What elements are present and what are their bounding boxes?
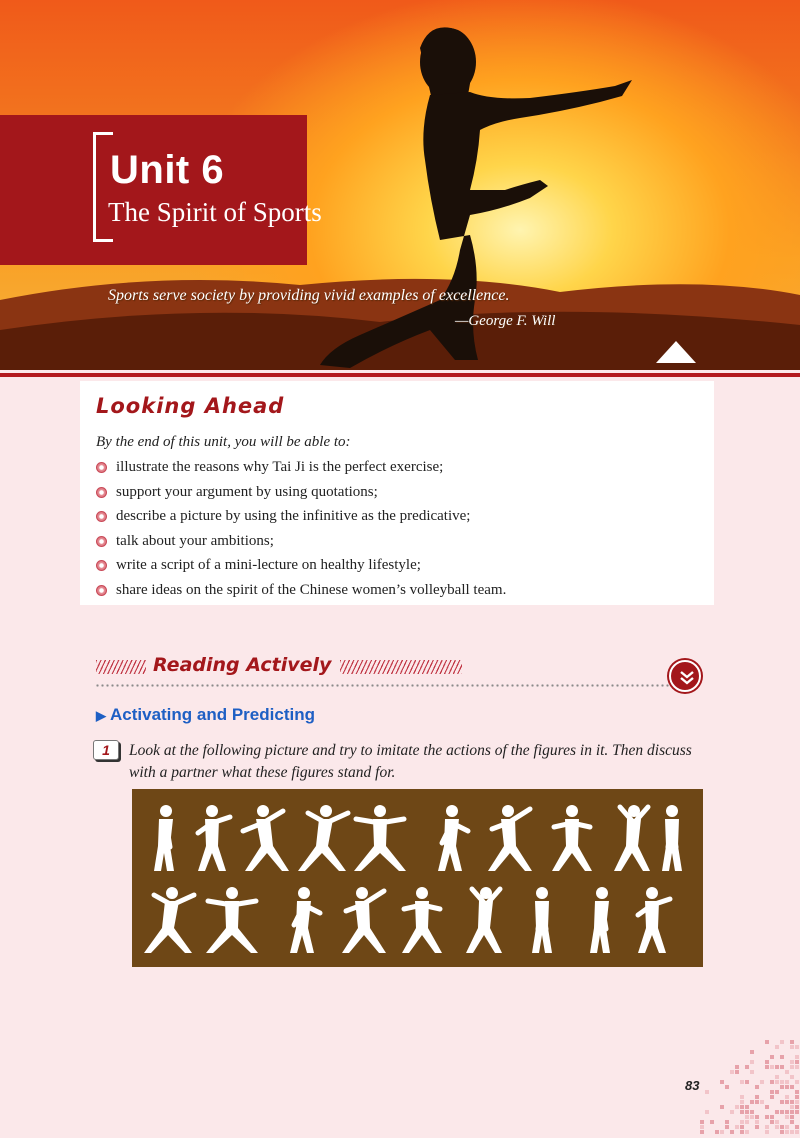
task-instructions: Look at the following picture and try to imitate the actions of the figures in it. Then discuss with a partner what these figures stand for. bbox=[129, 742, 692, 781]
taiji-figure bbox=[638, 887, 670, 953]
taiji-figure bbox=[614, 805, 650, 871]
list-item: write a script of a mini-lecture on healthy lifestyle; bbox=[96, 554, 506, 579]
taiji-figure bbox=[206, 887, 258, 953]
banner-divider bbox=[0, 373, 800, 377]
list-item: illustrate the reasons why Tai Ji is the perfect exercise; bbox=[96, 456, 506, 481]
taiji-figure bbox=[290, 887, 320, 953]
list-item: share ideas on the spirit of the Chinese women’s volleyball team. bbox=[96, 579, 506, 604]
banner-notch bbox=[656, 341, 696, 363]
hatch-decoration-right bbox=[340, 660, 462, 674]
taiji-figure bbox=[488, 805, 532, 871]
taiji-figure bbox=[590, 887, 610, 953]
section-title: Reading Actively bbox=[153, 654, 332, 676]
taiji-figure bbox=[402, 887, 442, 953]
taiji-figures-image bbox=[132, 789, 703, 967]
bullet-icon bbox=[96, 462, 107, 473]
hatch-decoration-left bbox=[96, 660, 146, 674]
unit-subtitle: The Spirit of Sports bbox=[108, 197, 322, 227]
unit-banner bbox=[0, 0, 800, 370]
taiji-figure bbox=[466, 887, 502, 953]
taiji-figure bbox=[342, 887, 386, 953]
quote-text: Sports serve society by providing vivid examples of excellence. bbox=[108, 287, 510, 304]
taiji-figure bbox=[662, 805, 682, 871]
bullet-icon bbox=[96, 487, 107, 498]
taiji-figure bbox=[154, 805, 174, 871]
taiji-figure bbox=[243, 805, 289, 871]
triangle-right-icon: ▶ bbox=[96, 708, 106, 723]
unit-title: Unit 6 bbox=[110, 148, 225, 192]
dotted-divider bbox=[95, 684, 670, 687]
list-item: talk about your ambitions; bbox=[96, 530, 506, 555]
page-number: 83 bbox=[685, 1078, 700, 1093]
looking-ahead-intro: By the end of this unit, you will be able to: bbox=[96, 434, 351, 450]
taiji-figure bbox=[198, 805, 230, 871]
bullet-icon bbox=[96, 511, 107, 522]
taiji-figure bbox=[438, 805, 468, 871]
objectives-list bbox=[96, 456, 506, 603]
taiji-figure bbox=[298, 805, 348, 871]
taiji-figure bbox=[552, 805, 592, 871]
taiji-figures-illustration bbox=[132, 789, 703, 967]
task-number-badge: 1 bbox=[93, 740, 119, 760]
bullet-icon bbox=[96, 536, 107, 547]
list-item: support your argument by using quotations; bbox=[96, 481, 506, 506]
pixel-decoration bbox=[700, 1040, 800, 1138]
subsection-heading: ▶ Activating and Predicting bbox=[96, 705, 315, 724]
taiji-figure bbox=[532, 887, 552, 953]
chevron-down-button[interactable] bbox=[669, 660, 701, 692]
quote-author: —George F. Will bbox=[455, 313, 556, 329]
list-item: describe a picture by using the infinitive as the predicative; bbox=[96, 505, 506, 530]
taiji-figure bbox=[144, 887, 194, 953]
bullet-icon bbox=[96, 560, 107, 571]
looking-ahead-title: Looking Ahead bbox=[96, 394, 285, 418]
taiji-figure bbox=[354, 805, 406, 871]
chevron-down-icon bbox=[676, 667, 698, 689]
bullet-icon bbox=[96, 585, 107, 596]
